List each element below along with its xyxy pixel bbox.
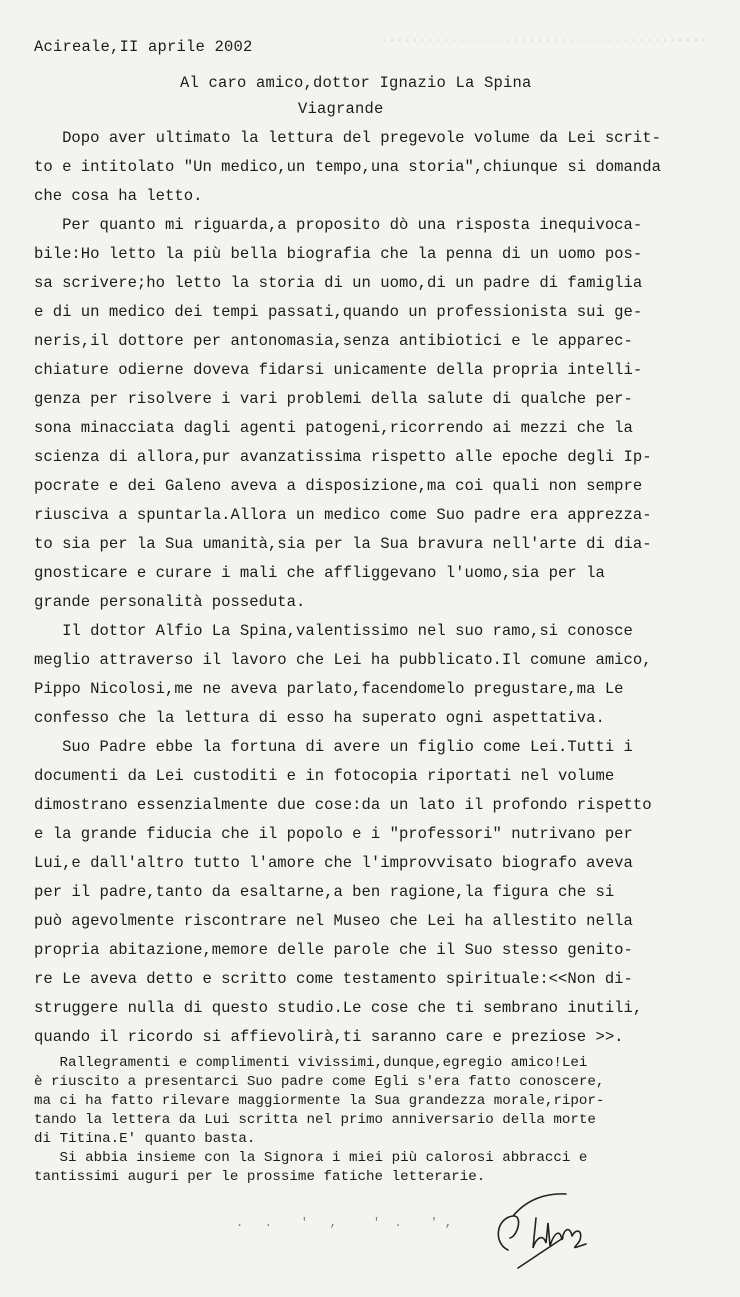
body-line: Suo Padre ebbe la fortuna di avere un figlio come Lei.Tutti i	[34, 738, 633, 756]
signature	[488, 1188, 598, 1288]
body-line: può agevolmente riscontrare nel Museo che Lei ha allestito nella	[34, 912, 633, 930]
body-line: confesso che la lettura di esso ha superato ogni aspettativa.	[34, 709, 605, 727]
body-line: meglio attraverso il lavoro che Lei ha pubblicato.Il comune amico,	[34, 651, 652, 669]
body-line: che cosa ha letto.	[34, 187, 203, 205]
body-line: Il dottor Alfio La Spina,valentissimo nel suo ramo,si conosce	[34, 622, 633, 640]
closing-line: di Titina.E' quanto basta.	[34, 1131, 256, 1147]
body-line: per il padre,tanto da esaltarne,a ben ragione,la figura che si	[34, 883, 615, 901]
body-line: scienza di allora,pur avanzatissima rispetto alle epoche degli Ip-	[34, 448, 652, 466]
body-line: sa scrivere;ho letto la storia di un uomo,di un padre di famiglia	[34, 274, 643, 292]
body-line: Lui,e dall'altro tutto l'amore che l'improvvisato biografo aveva	[34, 854, 633, 872]
body-line: e di un medico dei tempi passati,quando un professionista sui ge-	[34, 303, 643, 321]
body-line: bile:Ho letto la più bella biografia che la penna di un uomo pos-	[34, 245, 643, 263]
letter-body	[34, 124, 710, 1052]
body-line: to sia per la Sua umanità,sia per la Sua bravura nell'arte di dia-	[34, 535, 652, 553]
body-line: struggere nulla di questo studio.Le cose che ti sembrano inutili,	[34, 999, 643, 1017]
body-line: e la grande fiducia che il popolo e i "professori" nutrivano per	[34, 825, 633, 843]
body-line: genza per risolvere i vari problemi della salute di qualche per-	[34, 390, 633, 408]
body-line: dimostrano essenzialmente due cose:da un lato il profondo rispetto	[34, 796, 652, 814]
body-line: riusciva a spuntarla.Allora un medico come Suo padre era apprezza-	[34, 506, 652, 524]
closing-line: tantissimi auguri per le prossime fatiche letterarie.	[34, 1169, 486, 1185]
body-line: pocrate e dei Galeno aveva a disposizione,ma coi quali non sempre	[34, 477, 643, 495]
closing-line: è riuscito a presentarci Suo padre come Egli s'era fatto conoscere,	[34, 1074, 605, 1090]
letter-date: Acireale,II aprile 2002	[34, 38, 253, 56]
faint-marks: . . ' , ' . ' ,	[236, 1216, 453, 1230]
body-line: sona minacciata dagli agenti patogeni,ricorrendo ai mezzi che la	[34, 419, 633, 437]
letter-recipient: Al caro amico,dottor Ignazio La Spina	[180, 74, 532, 92]
body-line: propria abitazione,memore delle parole che il Suo stesso genito-	[34, 941, 633, 959]
closing-line: Rallegramenti e complimenti vivissimi,dunque,egregio amico!Lei	[34, 1055, 588, 1071]
body-line: gnosticare e curare i mali che affliggevano l'uomo,sia per la	[34, 564, 605, 582]
closing-line: ma ci ha fatto rilevare maggiormente la Sua grandezza morale,ripor-	[34, 1093, 605, 1109]
closing-line: Si abbia insieme con la Signora i miei più calorosi abbracci e	[34, 1150, 588, 1166]
letter-place: Viagrande	[298, 100, 384, 118]
closing-line: tando la lettera da Lui scritta nel primo anniversario della morte	[34, 1112, 596, 1128]
body-line: Pippo Nicolosi,me ne aveva parlato,facendomelo pregustare,ma Le	[34, 680, 624, 698]
body-line: documenti da Lei custoditi e in fotocopia riportati nel volume	[34, 767, 615, 785]
body-line: to e intitolato "Un medico,un tempo,una storia",chiunque si domanda	[34, 158, 661, 176]
body-line: chiature odierne doveva fidarsi unicamente della propria intelli-	[34, 361, 643, 379]
body-line: Per quanto mi riguarda,a proposito dò una risposta inequivoca-	[34, 216, 643, 234]
body-line: quando il ricordo si affievolirà,ti saranno care e preziose >>.	[34, 1028, 624, 1046]
body-line: grande personalità posseduta.	[34, 593, 306, 611]
body-line: Dopo aver ultimato la lettura del pregevole volume da Lei scrit-	[34, 129, 661, 147]
show-through: ..........................................	[380, 30, 708, 45]
body-line: re Le aveva detto e scritto come testamento spirituale:<<Non di-	[34, 970, 633, 988]
letter-closing	[34, 1054, 724, 1187]
body-line: neris,il dottore per antonomasia,senza antibiotici e le apparec-	[34, 332, 633, 350]
